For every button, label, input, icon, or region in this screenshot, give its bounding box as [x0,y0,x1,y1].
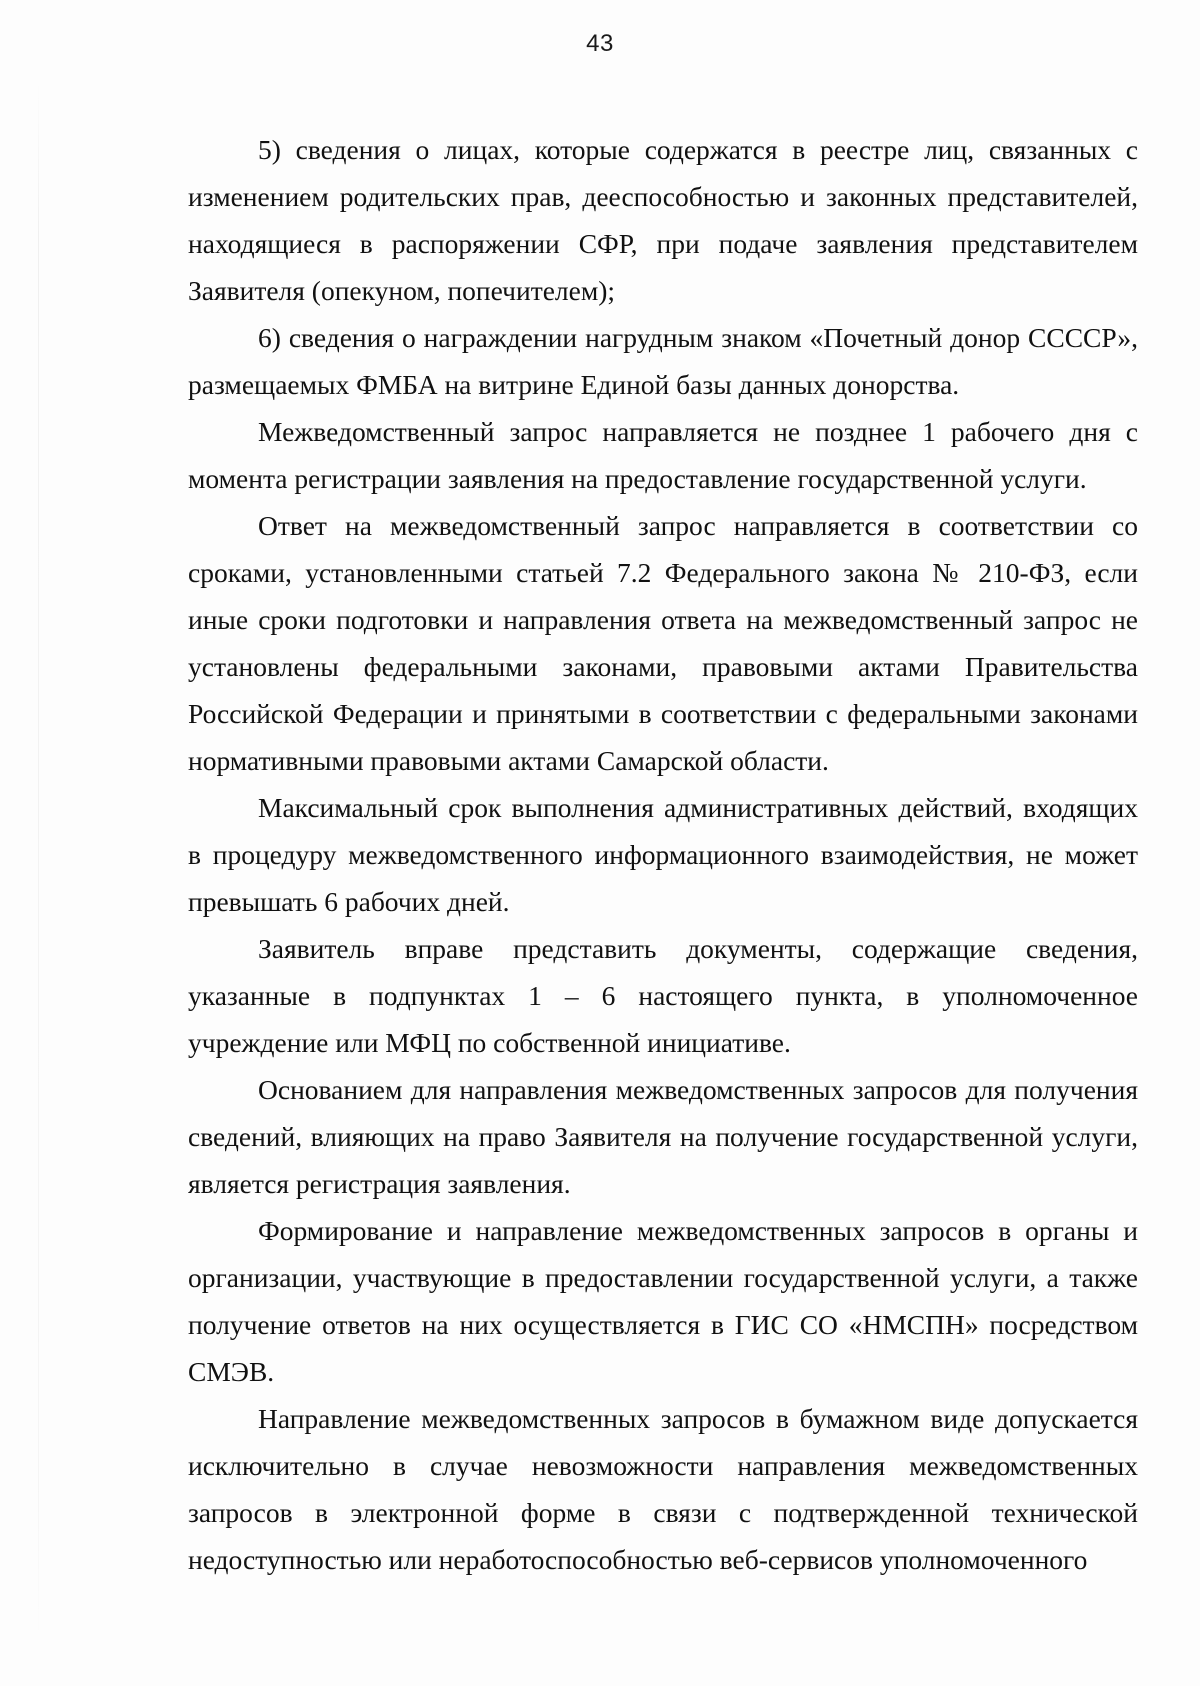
paragraph: Направление межведомственных запросов в бумажном виде допускается исключительно в случае невозможности направления межведомственных запросов в электронной форме в связи с подтвержденной технической недоступностью или неработоспособностью веб-сервисов уполномоченного [188,1403,1138,1575]
paragraph: Основанием для направления межведомственных запросов для получения сведений, влияющих на право Заявителя на получение государственной услуги, является регистрация заявления. [188,1074,1138,1199]
paragraph: Ответ на межведомственный запрос направляется в соответствии со сроками, установленными статьей 7.2 Федерального закона № 210-ФЗ, если иные сроки подготовки и направления ответа на межведомственный запрос не установлены федеральными законами, правовыми актами Правительства Российской Федерации и принятыми в соответствии с федеральными законами нормативными правовыми актами Самарской области. [188,510,1138,776]
paragraph: Межведомственный запрос направляется не позднее 1 рабочего дня с момента регистрации заявления на предоставление государственной услуги. [188,416,1138,494]
page-number: 43 [586,30,614,57]
paragraph: 5) сведения о лицах, которые содержатся в реестре лиц, связанных с изменением родительских прав, дееспособностью и законных представителей, находящиеся в распоряжении СФР, при подаче заявления представителем Заявителя (опекуном, попечителем); [188,134,1138,306]
paragraph: Формирование и направление межведомственных запросов в органы и организации, участвующие в предоставлении государственной услуги, а также получение ответов на них осуществляется в ГИС СО «НМСПН» посредством СМЭВ. [188,1215,1138,1387]
paragraph: 6) сведения о награждении нагрудным знаком «Почетный донор СССCР», размещаемых ФМБА на витрине Единой базы данных донорства. [188,322,1138,400]
scan-edge [38,80,39,1640]
paragraph: Максимальный срок выполнения административных действий, входящих в процедуру межведомственного информационного взаимодействия, не может превышать 6 рабочих дней. [188,792,1138,917]
paragraph: Заявитель вправе представить документы, содержащие сведения, указанные в подпунктах 1 – 6 настоящего пункта, в уполномоченное учреждение или МФЦ по собственной инициативе. [188,933,1138,1058]
document-body [188,126,1138,1583]
